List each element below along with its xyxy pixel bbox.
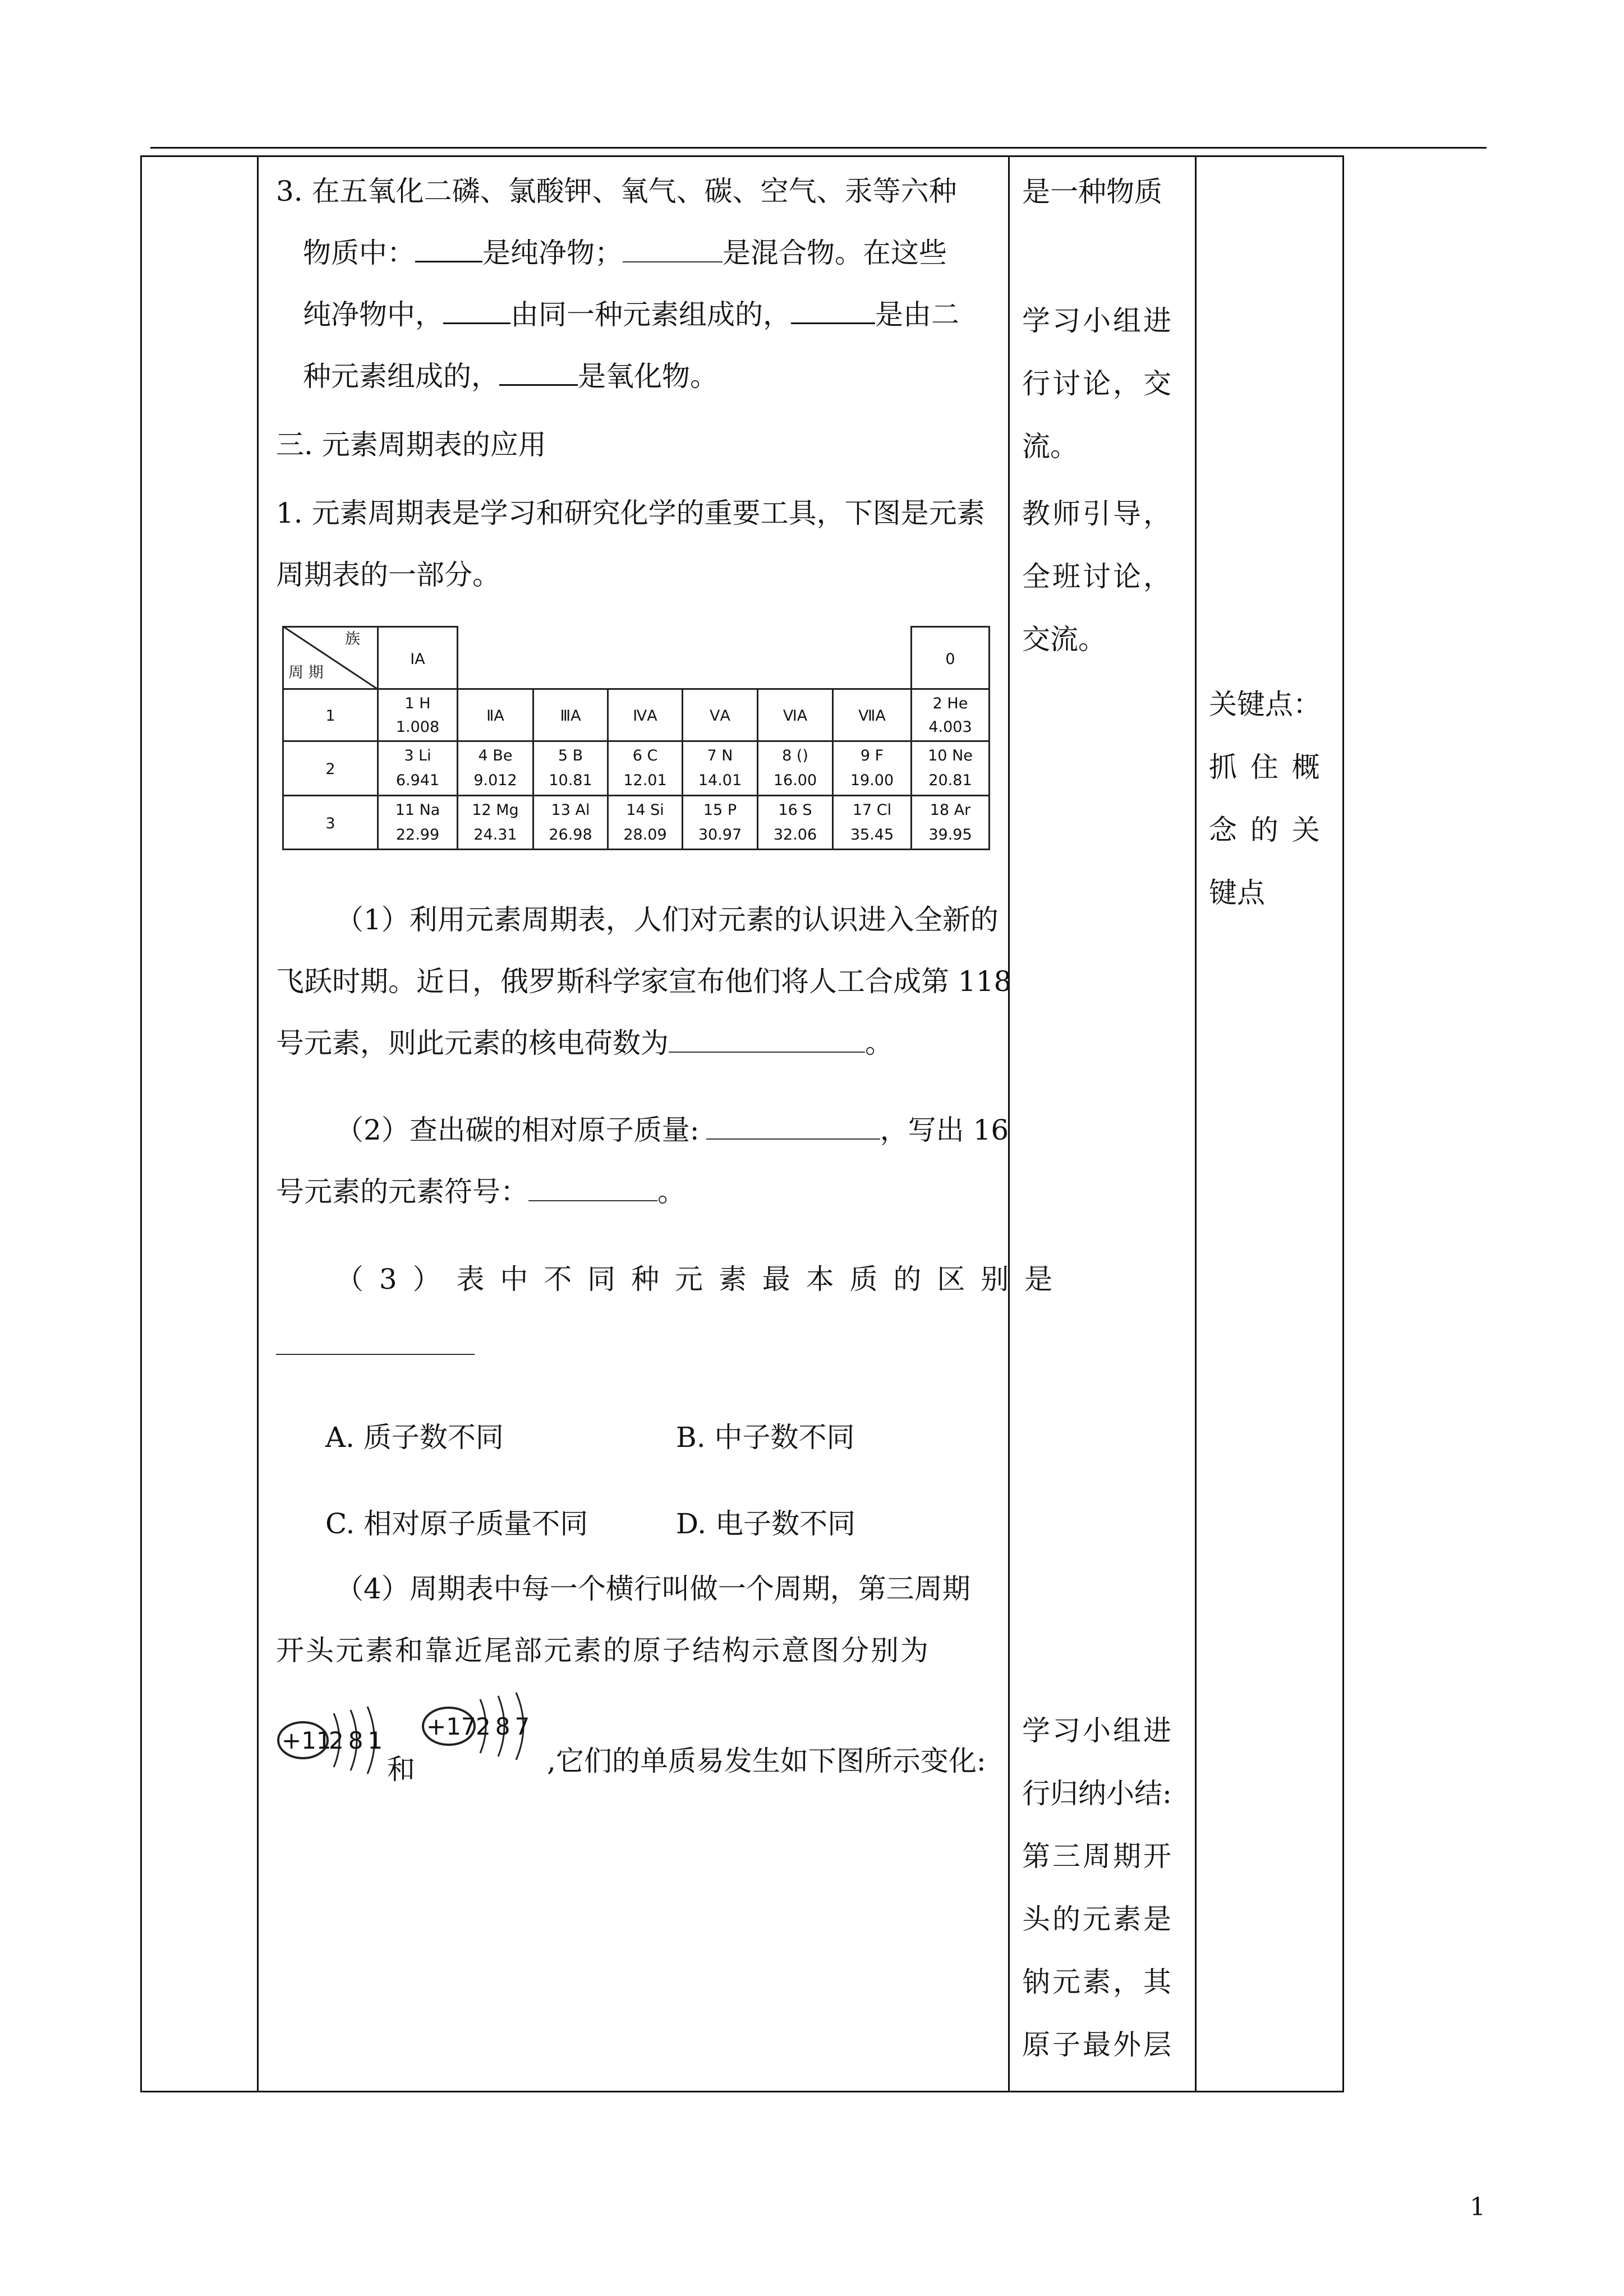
question3-line4: 种元素组成的， 是氧化物。 bbox=[303, 360, 718, 393]
col3-summary-3: 第三周期开 bbox=[1022, 1840, 1174, 1873]
blank-two-elements[interactable] bbox=[791, 297, 875, 324]
ptable-cell-Ar: 18 Ar 39.95 bbox=[910, 795, 990, 850]
table-bottom-border bbox=[140, 2091, 1344, 2092]
ptable-group-0: 0 bbox=[910, 626, 990, 690]
ptable-cell-Ne: 10 Ne 20.81 bbox=[910, 740, 990, 796]
ptable-cell-S: 16 S 32.06 bbox=[757, 795, 834, 850]
ptable-cell-Na: 11 Na 22.99 bbox=[377, 795, 458, 850]
ptable-group-5: ⅤA bbox=[682, 688, 758, 742]
col3-text-6: 全班讨论， bbox=[1022, 560, 1174, 593]
atom2-shells: 287 bbox=[476, 1713, 535, 1740]
question3-line3: 纯净物中， 由同一种元素组成的， 是由二 bbox=[303, 298, 959, 331]
ptable-cell-N: 7 N 14.01 bbox=[682, 740, 758, 796]
page-number: 1 bbox=[1470, 2193, 1485, 2221]
ptable-group-2: ⅡA bbox=[457, 688, 534, 742]
blank-essential-difference[interactable] bbox=[276, 1354, 475, 1355]
col4-text-1: 关键点： bbox=[1209, 688, 1321, 721]
sub1-line2: 飞跃时期。近日，俄罗斯科学家宣布他们将人工合成第 118 bbox=[276, 965, 1012, 998]
periodic-table bbox=[282, 626, 990, 850]
sub4-line1: （4）周期表中每一个横行叫做一个周期，第三周期 bbox=[335, 1573, 970, 1605]
ptable-period-3: 3 bbox=[282, 795, 379, 850]
sub4-line3: ,它们的单质易发生如下图所示变化: bbox=[547, 1745, 986, 1777]
blank-nuclear-charge[interactable] bbox=[669, 1026, 865, 1053]
col3-text-4: 流。 bbox=[1022, 430, 1078, 463]
sub2-line2: 号元素的元素符号： 。 bbox=[276, 1175, 686, 1208]
sub4-line2: 开头元素和靠近尾部元素的原子结构示意图分别为 bbox=[276, 1634, 930, 1667]
ptable-cell-P: 15 P 30.97 bbox=[682, 795, 758, 850]
col4-text-3: 念 的 关 bbox=[1209, 814, 1322, 846]
ptable-group-6: ⅥA bbox=[757, 688, 834, 742]
section3-intro-line2: 周期表的一部分。 bbox=[276, 559, 500, 591]
blank-carbon-mass[interactable] bbox=[706, 1113, 880, 1140]
ptable-group-4: ⅣA bbox=[607, 688, 683, 742]
blank-mixture[interactable] bbox=[623, 236, 723, 262]
blank-oxide[interactable] bbox=[499, 359, 578, 386]
section3-title: 三. 元素周期表的应用 bbox=[276, 428, 546, 461]
sub3-line1: （ 3 ） 表 中 不 同 种 元 素 最 本 质 的 区 别 是 bbox=[335, 1263, 1056, 1295]
col3-text-7: 交流。 bbox=[1022, 623, 1106, 656]
col3-summary-1: 学习小组进 bbox=[1022, 1714, 1174, 1747]
sub4-and: 和 bbox=[387, 1753, 415, 1786]
header-rule bbox=[150, 147, 1487, 149]
col4-text-4: 键点 bbox=[1209, 877, 1265, 909]
ptable-cell-Si: 14 Si 28.09 bbox=[607, 795, 683, 850]
ptable-cell-He: 2 He 4.003 bbox=[910, 688, 990, 742]
ptable-cell-Li: 3 Li 6.941 bbox=[377, 740, 458, 796]
sub3-option-b: B. 中子数不同 bbox=[676, 1421, 855, 1454]
col3-summary-5: 钠元素，其 bbox=[1022, 1966, 1174, 1998]
blank-element-symbol[interactable] bbox=[528, 1175, 657, 1201]
ptable-cell-Mg: 12 Mg 24.31 bbox=[457, 795, 534, 850]
sub3-option-c: C. 相对原子质量不同 bbox=[325, 1507, 588, 1540]
col3-summary-4: 头的元素是 bbox=[1022, 1903, 1174, 1935]
col3-text-3: 行讨论，交 bbox=[1022, 367, 1174, 400]
table-col-divider-1 bbox=[140, 155, 142, 2092]
ptable-cell-Cl: 17 Cl 35.45 bbox=[832, 795, 912, 850]
col3-summary-2: 行归纳小结: bbox=[1022, 1777, 1172, 1810]
sub1-line1: （1）利用元素周期表，人们对元素的认识进入全新的 bbox=[335, 903, 999, 936]
ptable-period-1: 1 bbox=[282, 688, 379, 742]
atom-diagram-chlorine bbox=[420, 1689, 537, 1768]
col4-text-2: 抓 住 概 bbox=[1209, 751, 1322, 783]
table-top-border bbox=[140, 155, 1344, 157]
sub3-option-a: A. 质子数不同 bbox=[325, 1421, 504, 1454]
col3-text-1: 是一种物质 bbox=[1022, 176, 1162, 208]
atom-diagram-sodium bbox=[275, 1702, 387, 1781]
col3-summary-6: 原子最外层 bbox=[1022, 2028, 1174, 2061]
atom1-nucleus: +11 bbox=[282, 1727, 332, 1754]
col3-text-2: 学习小组进 bbox=[1022, 305, 1174, 337]
ptable-group-3: ⅢA bbox=[532, 688, 609, 742]
sub1-line3: 号元素，则此元素的核电荷数为 。 bbox=[276, 1027, 893, 1059]
atom1-shells: 281 bbox=[329, 1727, 388, 1754]
ptable-period-2: 2 bbox=[282, 740, 379, 796]
ptable-cell-F: 9 F 19.00 bbox=[832, 740, 912, 796]
ptable-header-corner bbox=[282, 626, 379, 690]
ptable-cell-B: 5 B 10.81 bbox=[532, 740, 609, 796]
ptable-cell-C: 6 C 12.01 bbox=[607, 740, 683, 796]
sub3-option-d: D. 电子数不同 bbox=[676, 1507, 856, 1540]
blank-pure-substance[interactable] bbox=[415, 236, 482, 262]
ptable-header-group: 族 bbox=[345, 630, 360, 648]
table-col-divider-2 bbox=[257, 155, 259, 2092]
ptable-group-1: ⅠA bbox=[377, 626, 458, 690]
col3-text-5: 教师引导， bbox=[1022, 497, 1174, 530]
question3-line1: 3. 在五氧化二磷、氯酸钾、氧气、碳、空气、汞等六种 bbox=[276, 175, 957, 208]
blank-single-element[interactable] bbox=[443, 297, 510, 324]
ptable-cell-O: 8 () 16.00 bbox=[757, 740, 834, 796]
ptable-group-7: ⅦA bbox=[832, 688, 912, 742]
ptable-cell-H: 1 H 1.008 bbox=[377, 688, 458, 742]
question3-line2: 物质中： 是纯净物； 是混合物。在这些 bbox=[303, 237, 947, 269]
atom2-nucleus: +17 bbox=[426, 1713, 476, 1740]
ptable-cell-Al: 13 Al 26.98 bbox=[532, 795, 609, 850]
table-col-divider-4 bbox=[1195, 155, 1197, 2092]
section3-intro-line1: 1. 元素周期表是学习和研究化学的重要工具，下图是元素 bbox=[276, 497, 985, 529]
table-col-divider-5 bbox=[1342, 155, 1344, 2092]
sub2-line1: （2）查出碳的相对原子质量: ，写出 16 bbox=[335, 1114, 1009, 1146]
ptable-header-period: 周 期 bbox=[288, 664, 324, 681]
ptable-cell-Be: 4 Be 9.012 bbox=[457, 740, 534, 796]
